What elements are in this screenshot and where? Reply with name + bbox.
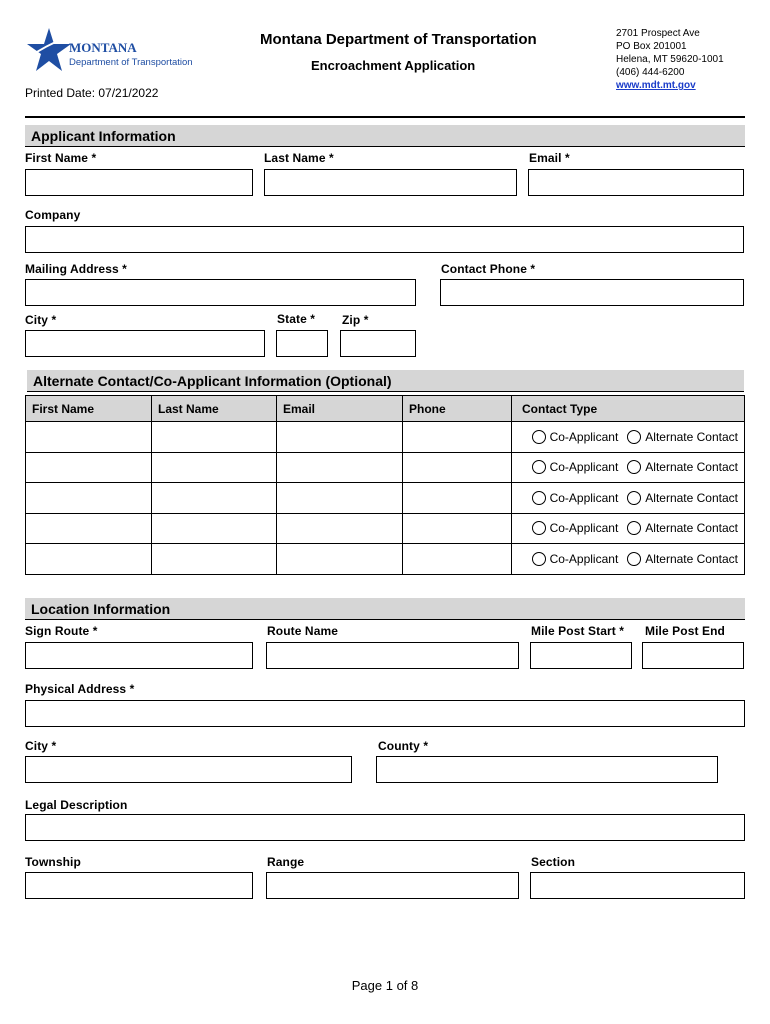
column-header-phone: Phone <box>403 396 512 422</box>
cell-last-name-input[interactable] <box>152 422 277 453</box>
radio-alternate-contact[interactable] <box>627 430 738 444</box>
cell-last-name-input[interactable] <box>152 544 277 575</box>
address-line-3: Helena, MT 59620-1001 <box>616 54 724 65</box>
printed-date: Printed Date: 07/21/2022 <box>25 86 159 100</box>
radio-co-applicant[interactable] <box>532 460 619 474</box>
alternate-contacts-table <box>25 395 745 575</box>
radio-circle-icon[interactable] <box>627 460 641 474</box>
mdt-logo <box>25 26 195 76</box>
radio-circle-icon[interactable] <box>627 491 641 505</box>
cell-first-name-input[interactable] <box>26 483 152 514</box>
logo-subtitle: Department of Transportation <box>69 57 193 68</box>
physical-address-field[interactable] <box>25 700 745 727</box>
radio-alternate-contact[interactable] <box>627 491 738 505</box>
last-name-field[interactable] <box>264 169 517 196</box>
cell-last-name-input[interactable] <box>152 483 277 514</box>
cell-contact-type <box>512 513 745 544</box>
cell-first-name-input[interactable] <box>26 544 152 575</box>
alternate-section-title: Alternate Contact/Co-Applicant Information (Optional) <box>33 373 392 389</box>
township-label: Township <box>25 855 81 869</box>
montana-star-icon <box>25 26 73 74</box>
range-field[interactable] <box>266 872 519 899</box>
mile-post-start-field[interactable] <box>530 642 632 669</box>
radio-label: Alternate Contact <box>645 551 738 566</box>
cell-last-name-input[interactable] <box>152 452 277 483</box>
radio-circle-icon[interactable] <box>532 430 546 444</box>
radio-alternate-contact[interactable] <box>627 460 738 474</box>
township-field[interactable] <box>25 872 253 899</box>
cell-phone-input[interactable] <box>403 513 512 544</box>
form-title: Encroachment Application <box>311 58 476 73</box>
contact-type-options <box>512 460 744 474</box>
radio-co-applicant[interactable] <box>532 521 619 535</box>
radio-circle-icon[interactable] <box>532 552 546 566</box>
cell-phone-input[interactable] <box>403 422 512 453</box>
physical-address-label: Physical Address * <box>25 682 135 696</box>
cell-first-name-input[interactable] <box>26 452 152 483</box>
applicant-section-title: Applicant Information <box>31 128 176 144</box>
city-label: City * <box>25 313 57 327</box>
cell-first-name-input[interactable] <box>26 422 152 453</box>
cell-contact-type <box>512 544 745 575</box>
section-field[interactable] <box>530 872 745 899</box>
radio-label: Co-Applicant <box>549 429 619 444</box>
company-label: Company <box>25 208 81 222</box>
contact-phone-field[interactable] <box>440 279 744 306</box>
agency-phone: (406) 444-6200 <box>616 67 685 78</box>
email-label: Email * <box>529 151 570 165</box>
first-name-label: First Name * <box>25 151 97 165</box>
radio-label: Alternate Contact <box>645 490 738 505</box>
mile-post-end-label: Mile Post End <box>645 624 725 638</box>
radio-label: Alternate Contact <box>645 429 738 444</box>
contact-type-options <box>512 521 744 535</box>
cell-email-input[interactable] <box>277 544 403 575</box>
applicant-section-header <box>25 125 745 147</box>
company-field[interactable] <box>25 226 744 253</box>
location-section-header <box>25 598 745 620</box>
address-line-1: 2701 Prospect Ave <box>616 28 700 39</box>
radio-circle-icon[interactable] <box>627 521 641 535</box>
mailing-address-field[interactable] <box>25 279 416 306</box>
cell-contact-type <box>512 452 745 483</box>
legal-description-field[interactable] <box>25 814 745 841</box>
radio-circle-icon[interactable] <box>532 521 546 535</box>
radio-label: Co-Applicant <box>549 490 619 505</box>
radio-circle-icon[interactable] <box>627 552 641 566</box>
mile-post-end-field[interactable] <box>642 642 744 669</box>
cell-phone-input[interactable] <box>403 483 512 514</box>
radio-co-applicant[interactable] <box>532 430 619 444</box>
table-row <box>26 544 745 575</box>
cell-email-input[interactable] <box>277 422 403 453</box>
radio-circle-icon[interactable] <box>627 430 641 444</box>
sign-route-label: Sign Route * <box>25 624 98 638</box>
alternate-section-header <box>27 370 744 392</box>
cell-email-input[interactable] <box>277 483 403 514</box>
header-divider <box>25 116 745 118</box>
cell-contact-type <box>512 422 745 453</box>
contact-type-options <box>512 430 744 444</box>
zip-label: Zip * <box>342 313 369 327</box>
route-name-field[interactable] <box>266 642 519 669</box>
radio-label: Alternate Contact <box>645 460 738 475</box>
sign-route-field[interactable] <box>25 642 253 669</box>
radio-label: Co-Applicant <box>549 551 619 566</box>
table-row <box>26 422 745 453</box>
column-header-last-name: Last Name <box>152 396 277 422</box>
state-field[interactable] <box>276 330 328 357</box>
logo-word: MONTANA <box>69 40 137 55</box>
table-row <box>26 483 745 514</box>
page-number: Page 1 of 8 <box>351 978 419 993</box>
contact-type-options <box>512 552 744 566</box>
last-name-label: Last Name * <box>264 151 334 165</box>
page-title: Montana Department of Transportation <box>260 31 537 48</box>
first-name-field[interactable] <box>25 169 253 196</box>
column-header-email: Email <box>277 396 403 422</box>
zip-field[interactable] <box>340 330 416 357</box>
cell-phone-input[interactable] <box>403 544 512 575</box>
email-field[interactable] <box>528 169 744 196</box>
radio-alternate-contact[interactable] <box>627 521 738 535</box>
location-city-field[interactable] <box>25 756 352 783</box>
legal-description-label: Legal Description <box>25 798 128 812</box>
mailing-address-label: Mailing Address * <box>25 262 127 276</box>
contact-phone-label: Contact Phone * <box>441 262 536 276</box>
cell-last-name-input[interactable] <box>152 513 277 544</box>
section-label: Section <box>531 855 576 869</box>
range-label: Range <box>267 855 305 869</box>
table-row <box>26 513 745 544</box>
column-header-contact-type: Contact Type <box>512 396 745 422</box>
agency-website-link[interactable]: www.mdt.mt.gov <box>616 80 696 91</box>
radio-label: Co-Applicant <box>549 460 619 475</box>
agency-address <box>616 27 724 92</box>
radio-label: Alternate Contact <box>645 521 738 536</box>
state-label: State * <box>277 312 316 326</box>
address-line-2: PO Box 201001 <box>616 41 687 52</box>
radio-co-applicant[interactable] <box>532 491 619 505</box>
mile-post-start-label: Mile Post Start * <box>531 624 625 638</box>
cell-email-input[interactable] <box>277 452 403 483</box>
location-section-title: Location Information <box>31 601 171 617</box>
county-field[interactable] <box>376 756 718 783</box>
radio-co-applicant[interactable] <box>532 552 619 566</box>
contact-type-options <box>512 491 744 505</box>
radio-circle-icon[interactable] <box>532 460 546 474</box>
cell-first-name-input[interactable] <box>26 513 152 544</box>
cell-contact-type <box>512 483 745 514</box>
column-header-first-name: First Name <box>26 396 152 422</box>
county-label: County * <box>378 739 429 753</box>
radio-label: Co-Applicant <box>549 521 619 536</box>
cell-phone-input[interactable] <box>403 452 512 483</box>
table-row <box>26 452 745 483</box>
radio-circle-icon[interactable] <box>532 491 546 505</box>
location-city-label: City * <box>25 739 57 753</box>
route-name-label: Route Name <box>267 624 339 638</box>
cell-email-input[interactable] <box>277 513 403 544</box>
city-field[interactable] <box>25 330 265 357</box>
radio-alternate-contact[interactable] <box>627 552 738 566</box>
